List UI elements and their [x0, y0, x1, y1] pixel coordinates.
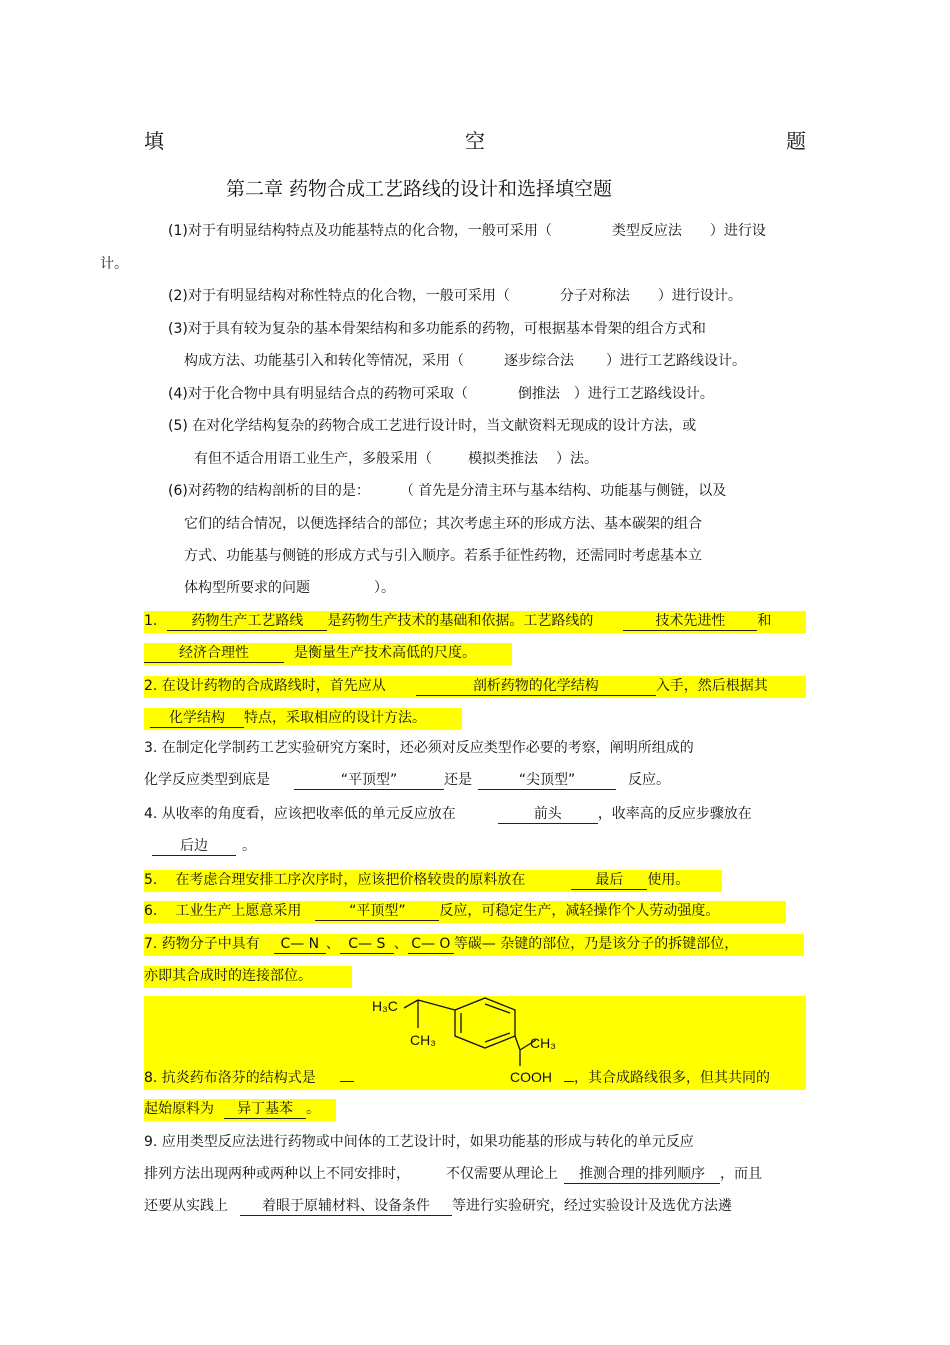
answer: 倒推法 [517, 386, 560, 402]
intro-item-6-line3: 方式、功能基与侧链的形成方式与引入顺序。若系手征性药物，还需同时考虑基本立 [184, 548, 702, 564]
answer-blank: 技术先进性 [623, 612, 757, 631]
title-char-3: 题 [786, 129, 806, 153]
answer-blank: 后边 [152, 837, 236, 856]
question-2-line1: 2. 在设计药物的合成路线时，首先应从 剖析药物的化学结构 入手，然后根据其 [144, 676, 806, 698]
answer-blank: C— N [274, 935, 326, 954]
question-2-line2: 化学结构 特点，采取相应的设计方法。 [144, 708, 462, 730]
answer-blank: 化学结构 [150, 709, 244, 728]
answer-blank: 最后 [571, 871, 647, 890]
intro-item-3: 构成方法、功能基引入和转化等情况，采用（ 逐步综合法 ）进行工艺路线设计。 [184, 353, 746, 369]
intro-item-2: (2)对于有明显结构对称性特点的化合物，一般可采用（ 分子对称法 ）进行设计。 [168, 288, 742, 304]
intro-item-5-line1: (5) 在对化学结构复杂的药物合成工艺进行设计时，当文献资料无现成的设计方法，或 [168, 418, 697, 434]
answer-blank: 推测合理的排列顺序 [564, 1165, 720, 1184]
answer-blank: 异丁基苯 [224, 1100, 306, 1119]
answer-blank: C— S [340, 935, 394, 954]
intro-item-6-line1: (6)对药物的结构剖析的目的是： （ 首先是分清主环与基本结构、功能基与侧链，以及 [168, 483, 727, 499]
question-8-line2: 起始原料为 异丁基苯 。 [144, 1099, 336, 1121]
question-4-line2: 后边 。 [144, 836, 256, 856]
answer-blank: “尖顶型” [478, 771, 616, 790]
question-4-line1: 4. 从收率的角度看，应该把收率低的单元反应放在 前头 ，收率高的反应步骤放在 [144, 806, 752, 822]
ch3-right-label: CH₃ [530, 1035, 556, 1051]
title-char-2: 空 [465, 129, 485, 153]
answer: 逐步综合法 [504, 353, 574, 369]
intro-item-4: (4)对于化合物中具有明显结合点的药物可采取（ 倒推法 ）进行工艺路线设计。 [168, 386, 714, 402]
question-7-line1: 7. 药物分子中具有 C— N 、 C— S 、 C— O 等碳— 杂键的部位，乃是该分子的拆键部位， [144, 934, 804, 956]
question-6: 6. 工业生产上愿意采用 “平顶型” 反应，可稳定生产，减轻操作个人劳动强度。 [144, 901, 786, 923]
intro-item-1: (1)对于有明显结构特点及功能基特点的化合物，一般可采用（ 类型反应法 ）进行设 [168, 223, 766, 239]
answer: 类型反应法 [611, 223, 682, 239]
question-7-line2: 亦即其合成时的连接部位。 [144, 966, 352, 988]
question-8-line1-right: ，其合成路线很多，但其共同的 [564, 1068, 770, 1088]
answer-blank: “平顶型” [315, 902, 439, 921]
ibuprofen-structure [360, 996, 580, 1090]
title-char-1: 填 [144, 129, 164, 153]
answer-blank: 剖析药物的化学结构 [416, 677, 656, 696]
ch3-left-label: H₃C [372, 998, 398, 1014]
question-3-line1: 3. 在制定化学制药工艺实验研究方案时，还必须对反应类型作必要的考察，阐明所组成的 [144, 740, 694, 756]
answer: 分子对称法 [559, 288, 630, 304]
answer-blank: 药物生产工艺路线 [167, 612, 327, 631]
question-9-line1: 9. 应用类型反应法进行药物或中间体的工艺设计时，如果功能基的形成与转化的单元反应 [144, 1134, 694, 1150]
intro-item-6-line2: 它们的结合情况，以便选择结合的部位；其次考虑主环的形成方法、基本碳架的组合 [184, 516, 702, 532]
chapter-title: 第二章 药物合成工艺路线的设计和选择填空题 [226, 178, 613, 200]
answer-blank: 经济合理性 [144, 644, 284, 663]
intro-item-3-line1: (3)对于具有较为复杂的基本骨架结构和多功能系的药物，可根据基本骨架的组合方式和 [168, 321, 706, 337]
question-8-line1-left: 8. 抗炎药布洛芬的结构式是 [144, 1068, 354, 1088]
intro-item-1-cont: 计。 [100, 256, 128, 272]
answer: 模拟类推法 [468, 451, 538, 467]
answer-blank: C— O [408, 935, 454, 954]
cooh-label: COOH [510, 1069, 552, 1085]
question-5: 5. 在考虑合理安排工序次序时，应该把价格较贵的原料放在 最后 使用。 [144, 870, 722, 892]
intro-item-6-line4: 体构型所要求的问题 ）。 [184, 580, 395, 596]
answer-blank: 着眼于原辅材料、设备条件 [240, 1197, 452, 1216]
question-1-line1: 1. 药物生产工艺路线 是药物生产技术的基础和依据。工艺路线的 技术先进性 和 [144, 611, 806, 633]
question-1-line2: 经济合理性 是衡量生产技术高低的尺度。 [144, 643, 512, 665]
question-9-line2: 排列方法出现两种或两种以上不同安排时， 不仅需要从理论上 推测合理的排列顺序 ，而且 [144, 1166, 762, 1182]
intro-item-5: 有但不适合用语工业生产，多般采用（ 模拟类推法 ）法。 [194, 451, 598, 467]
answer-blank: “平顶型” [294, 771, 444, 790]
answer-blank: 前头 [498, 805, 598, 824]
ch3-mid-label: CH₃ [410, 1032, 436, 1048]
question-9-line3: 还要从实践上 着眼于原辅材料、设备条件 等进行实验研究，经过实验设计及选优方法遴 [144, 1198, 732, 1214]
question-3-line2: 化学反应类型到底是 “平顶型” 还是 “尖顶型” 反应。 [144, 772, 670, 788]
